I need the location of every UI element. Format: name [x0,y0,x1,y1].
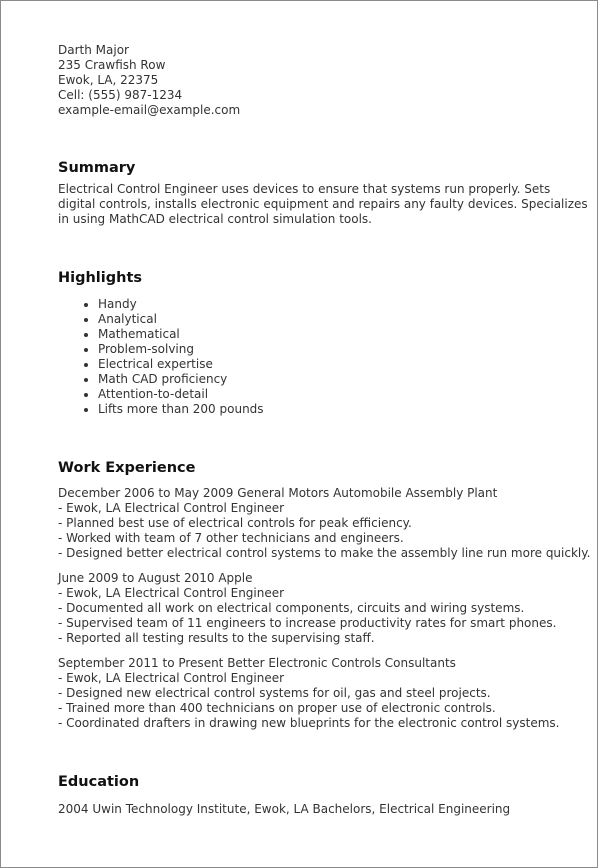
highlights-section [58,269,590,417]
highlight-item: • Problem-solving [98,342,590,357]
job-line: - Designed new electrical control systems for oil, gas and steel projects. [58,686,491,700]
work-experience-heading: Work Experience [58,460,196,476]
job-header: June 2009 to August 2010 Apple [58,571,253,585]
job-line: - Ewok, LA Electrical Control Engineer [58,501,285,515]
job-line: - Coordinated drafters in drawing new blueprints for the electronic control systems. [58,716,560,730]
job-entry [58,571,590,646]
job-line: - Worked with team of 7 other technicians and engineers. [58,531,404,545]
highlight-item: • Lifts more than 200 pounds [98,402,590,417]
job-line: - Ewok, LA Electrical Control Engineer [58,586,285,600]
job-line: - Trained more than 400 technicians on proper use of electronic controls. [58,701,496,715]
highlight-item: • Mathematical [98,327,590,342]
job-entry [58,656,590,731]
job-header: September 2011 to Present Better Electronic Controls Consultants [58,656,456,670]
contact-block [58,43,590,118]
highlight-item: • Attention-to-detail [98,387,590,402]
summary-heading: Summary [58,160,136,176]
highlight-item: • Math CAD proficiency [98,372,590,387]
highlights-list [58,297,590,417]
job-line: - Supervised team of 11 engineers to increase productivity rates for smart phones. [58,616,557,630]
work-experience-section [58,459,590,731]
job-header: December 2006 to May 2009 General Motors Automobile Assembly Plant [58,486,498,500]
job-line: - Reported all testing results to the supervising staff. [58,631,375,645]
contact-email: example-email@example.com [58,103,241,117]
job-line: - Designed better electrical control systems to make the assembly line run more quickly. [58,546,591,560]
contact-phone: Cell: (555) 987-1234 [58,88,183,102]
contact-city: Ewok, LA, 22375 [58,73,159,87]
highlight-item: • Analytical [98,312,590,327]
highlight-item: • Electrical expertise [98,357,590,372]
summary-section [58,159,590,227]
job-line: - Documented all work on electrical components, circuits and wiring systems. [58,601,525,615]
job-entry [58,486,590,561]
job-line: - Planned best use of electrical controls for peak efficiency. [58,516,412,530]
education-section [58,773,590,817]
job-line: - Ewok, LA Electrical Control Engineer [58,671,285,685]
education-text: 2004 Uwin Technology Institute, Ewok, LA Bachelors, Electrical Engineering [58,802,511,816]
resume-content [58,43,590,817]
contact-street: 235 Crawfish Row [58,58,166,72]
highlight-item: • Handy [98,297,590,312]
contact-name: Darth Major [58,43,129,57]
education-heading: Education [58,774,140,790]
highlights-heading: Highlights [58,270,143,286]
summary-text: Electrical Control Engineer uses devices to ensure that systems run properly. Sets digital controls, installs electronic equipment and repairs any faulty devices. Specializes in using MathCAD electrical control simulation tools. [58,182,588,226]
